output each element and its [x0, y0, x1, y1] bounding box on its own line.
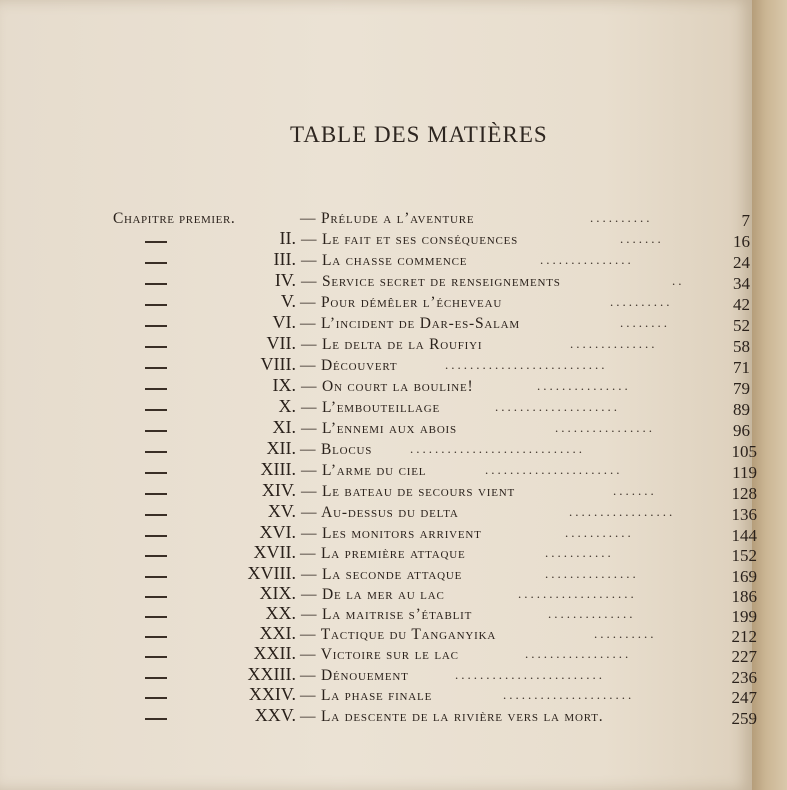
chapter-number: VIII.	[260, 354, 296, 374]
chapter-number: X.	[278, 396, 296, 416]
chapter-title: — Victoire sur le lac	[300, 646, 459, 663]
chapter-title: — L’arme du ciel	[301, 462, 427, 479]
leader-dots: ...............	[545, 566, 639, 581]
chapter-number: XV.	[267, 501, 296, 521]
page-title: TABLE DES MATIÈRES	[290, 122, 548, 147]
leader-dots: ..............	[548, 606, 636, 621]
chapter-first-label: Chapitre premier.	[113, 210, 236, 227]
leader-dots: ...............	[540, 252, 634, 267]
chapter-title: — La phase finale	[300, 687, 433, 704]
chapter-title: — La première attaque	[300, 545, 466, 562]
chapter-title: — La maitrise s’établit	[301, 606, 473, 623]
chapter-number: XXIII.	[247, 664, 296, 684]
chapter-title: — Tactique du Tanganyika	[300, 626, 497, 643]
page-number: 259	[731, 709, 757, 728]
page-number: 247	[731, 688, 757, 707]
page-number: 199	[731, 607, 757, 626]
chapter-number: VII.	[266, 333, 296, 353]
page-number: 128	[731, 484, 757, 503]
page-number: 186	[731, 587, 757, 606]
chapter-title: — On court la bouline!	[301, 378, 474, 395]
leader-dots: ..........	[590, 210, 653, 225]
chapter-number: XIII.	[260, 459, 296, 479]
page-number: 96	[733, 421, 750, 440]
chapter-title: — Le fait et ses conséquences	[301, 231, 519, 248]
chapter-title: — Pour démêler l’écheveau	[300, 294, 503, 311]
chapter-number: XVII.	[253, 542, 296, 562]
page-number: 71	[733, 358, 750, 377]
chapter-title: — De la mer au lac	[301, 586, 445, 603]
leader-dots: ........................	[455, 667, 605, 682]
page-number: 79	[733, 379, 750, 398]
chapter-number: IV.	[274, 270, 296, 290]
chapter-number: V.	[280, 291, 296, 311]
chapter-number: XVI.	[259, 522, 296, 542]
leader-dots: ......................	[485, 462, 623, 477]
page-number: 42	[733, 295, 750, 314]
page-number: 34	[733, 274, 750, 293]
toc-row	[0, 705, 770, 729]
leader-dots: ...................	[518, 586, 637, 601]
page-number: 227	[731, 647, 757, 666]
page-number: 89	[733, 400, 750, 419]
leader-dots: ................	[555, 420, 655, 435]
chapter-title: — Les monitors arrivent	[301, 525, 482, 542]
chapter-title: — L’incident de Dar-es-Salam	[300, 315, 520, 332]
chapter-title: — Dénouement	[300, 667, 409, 684]
page-number: 152	[731, 546, 757, 565]
chapter-number: XXII.	[253, 643, 296, 663]
page-number: 58	[733, 337, 750, 356]
page-number: 52	[733, 316, 750, 335]
chapter-number: XI.	[272, 417, 296, 437]
chapter-number: XX.	[265, 603, 296, 623]
page-number: 119	[732, 463, 757, 482]
chapter-title: — La descente de la rivière vers la mort.	[300, 708, 604, 725]
chapter-number: XXIV.	[248, 684, 296, 704]
chapter-title: — Au-dessus du delta	[301, 504, 459, 521]
page-number: 144	[731, 526, 757, 545]
page-number: 105	[731, 442, 757, 461]
leader-dots: ............................	[410, 441, 585, 456]
leader-dots: ........	[620, 315, 670, 330]
page-number: 136	[731, 505, 757, 524]
chapter-number: III.	[273, 249, 296, 269]
chapter-number: XXV.	[254, 705, 296, 725]
leader-dots: .....................	[503, 687, 635, 702]
leader-dots: ..............	[570, 336, 658, 351]
chapter-number: XIX.	[259, 583, 296, 603]
chapter-number: XVIII.	[247, 563, 296, 583]
page-number: 169	[731, 567, 757, 586]
chapter-number: VI.	[272, 312, 296, 332]
chapter-title: — Le delta de la Roufiyi	[301, 336, 483, 353]
leader-dots: ...........	[565, 525, 634, 540]
page-number: 236	[731, 668, 757, 687]
chapter-number: XIV.	[261, 480, 296, 500]
leader-dots: .......	[613, 483, 657, 498]
page-number: 212	[731, 627, 757, 646]
leader-dots: .......	[620, 231, 664, 246]
chapter-title: — La chasse commence	[301, 252, 468, 269]
chapter-title: — L’embouteillage	[301, 399, 441, 416]
leader-dots: ...............	[537, 378, 631, 393]
leader-dots: ..	[672, 273, 685, 288]
chapter-title: — Blocus	[300, 441, 373, 458]
chapter-number: II.	[279, 228, 296, 248]
page-number: 7	[741, 211, 750, 230]
chapter-title: — Le bateau de secours vient	[301, 483, 516, 500]
chapter-number: XXI.	[259, 623, 296, 643]
chapter-title: — L’ennemi aux abois	[301, 420, 457, 437]
leader-dots: ..........	[610, 294, 673, 309]
chapter-title: — La seconde attaque	[301, 566, 463, 583]
page-number: 24	[733, 253, 750, 272]
page-number: 16	[733, 232, 750, 251]
chapter-title: — Découvert	[300, 357, 398, 374]
chapter-number: XII.	[266, 438, 296, 458]
chapter-title: — Prélude a l’aventure	[300, 210, 475, 227]
leader-dots: ...........	[545, 545, 614, 560]
leader-dots: ..........................	[445, 357, 608, 372]
leader-dots: .................	[569, 504, 676, 519]
chapter-title: — Service secret de renseignements	[301, 273, 561, 290]
leader-dots: .................	[525, 646, 632, 661]
leader-dots: ..........	[594, 626, 657, 641]
chapter-number: IX.	[272, 375, 296, 395]
leader-dots: ....................	[495, 399, 620, 414]
